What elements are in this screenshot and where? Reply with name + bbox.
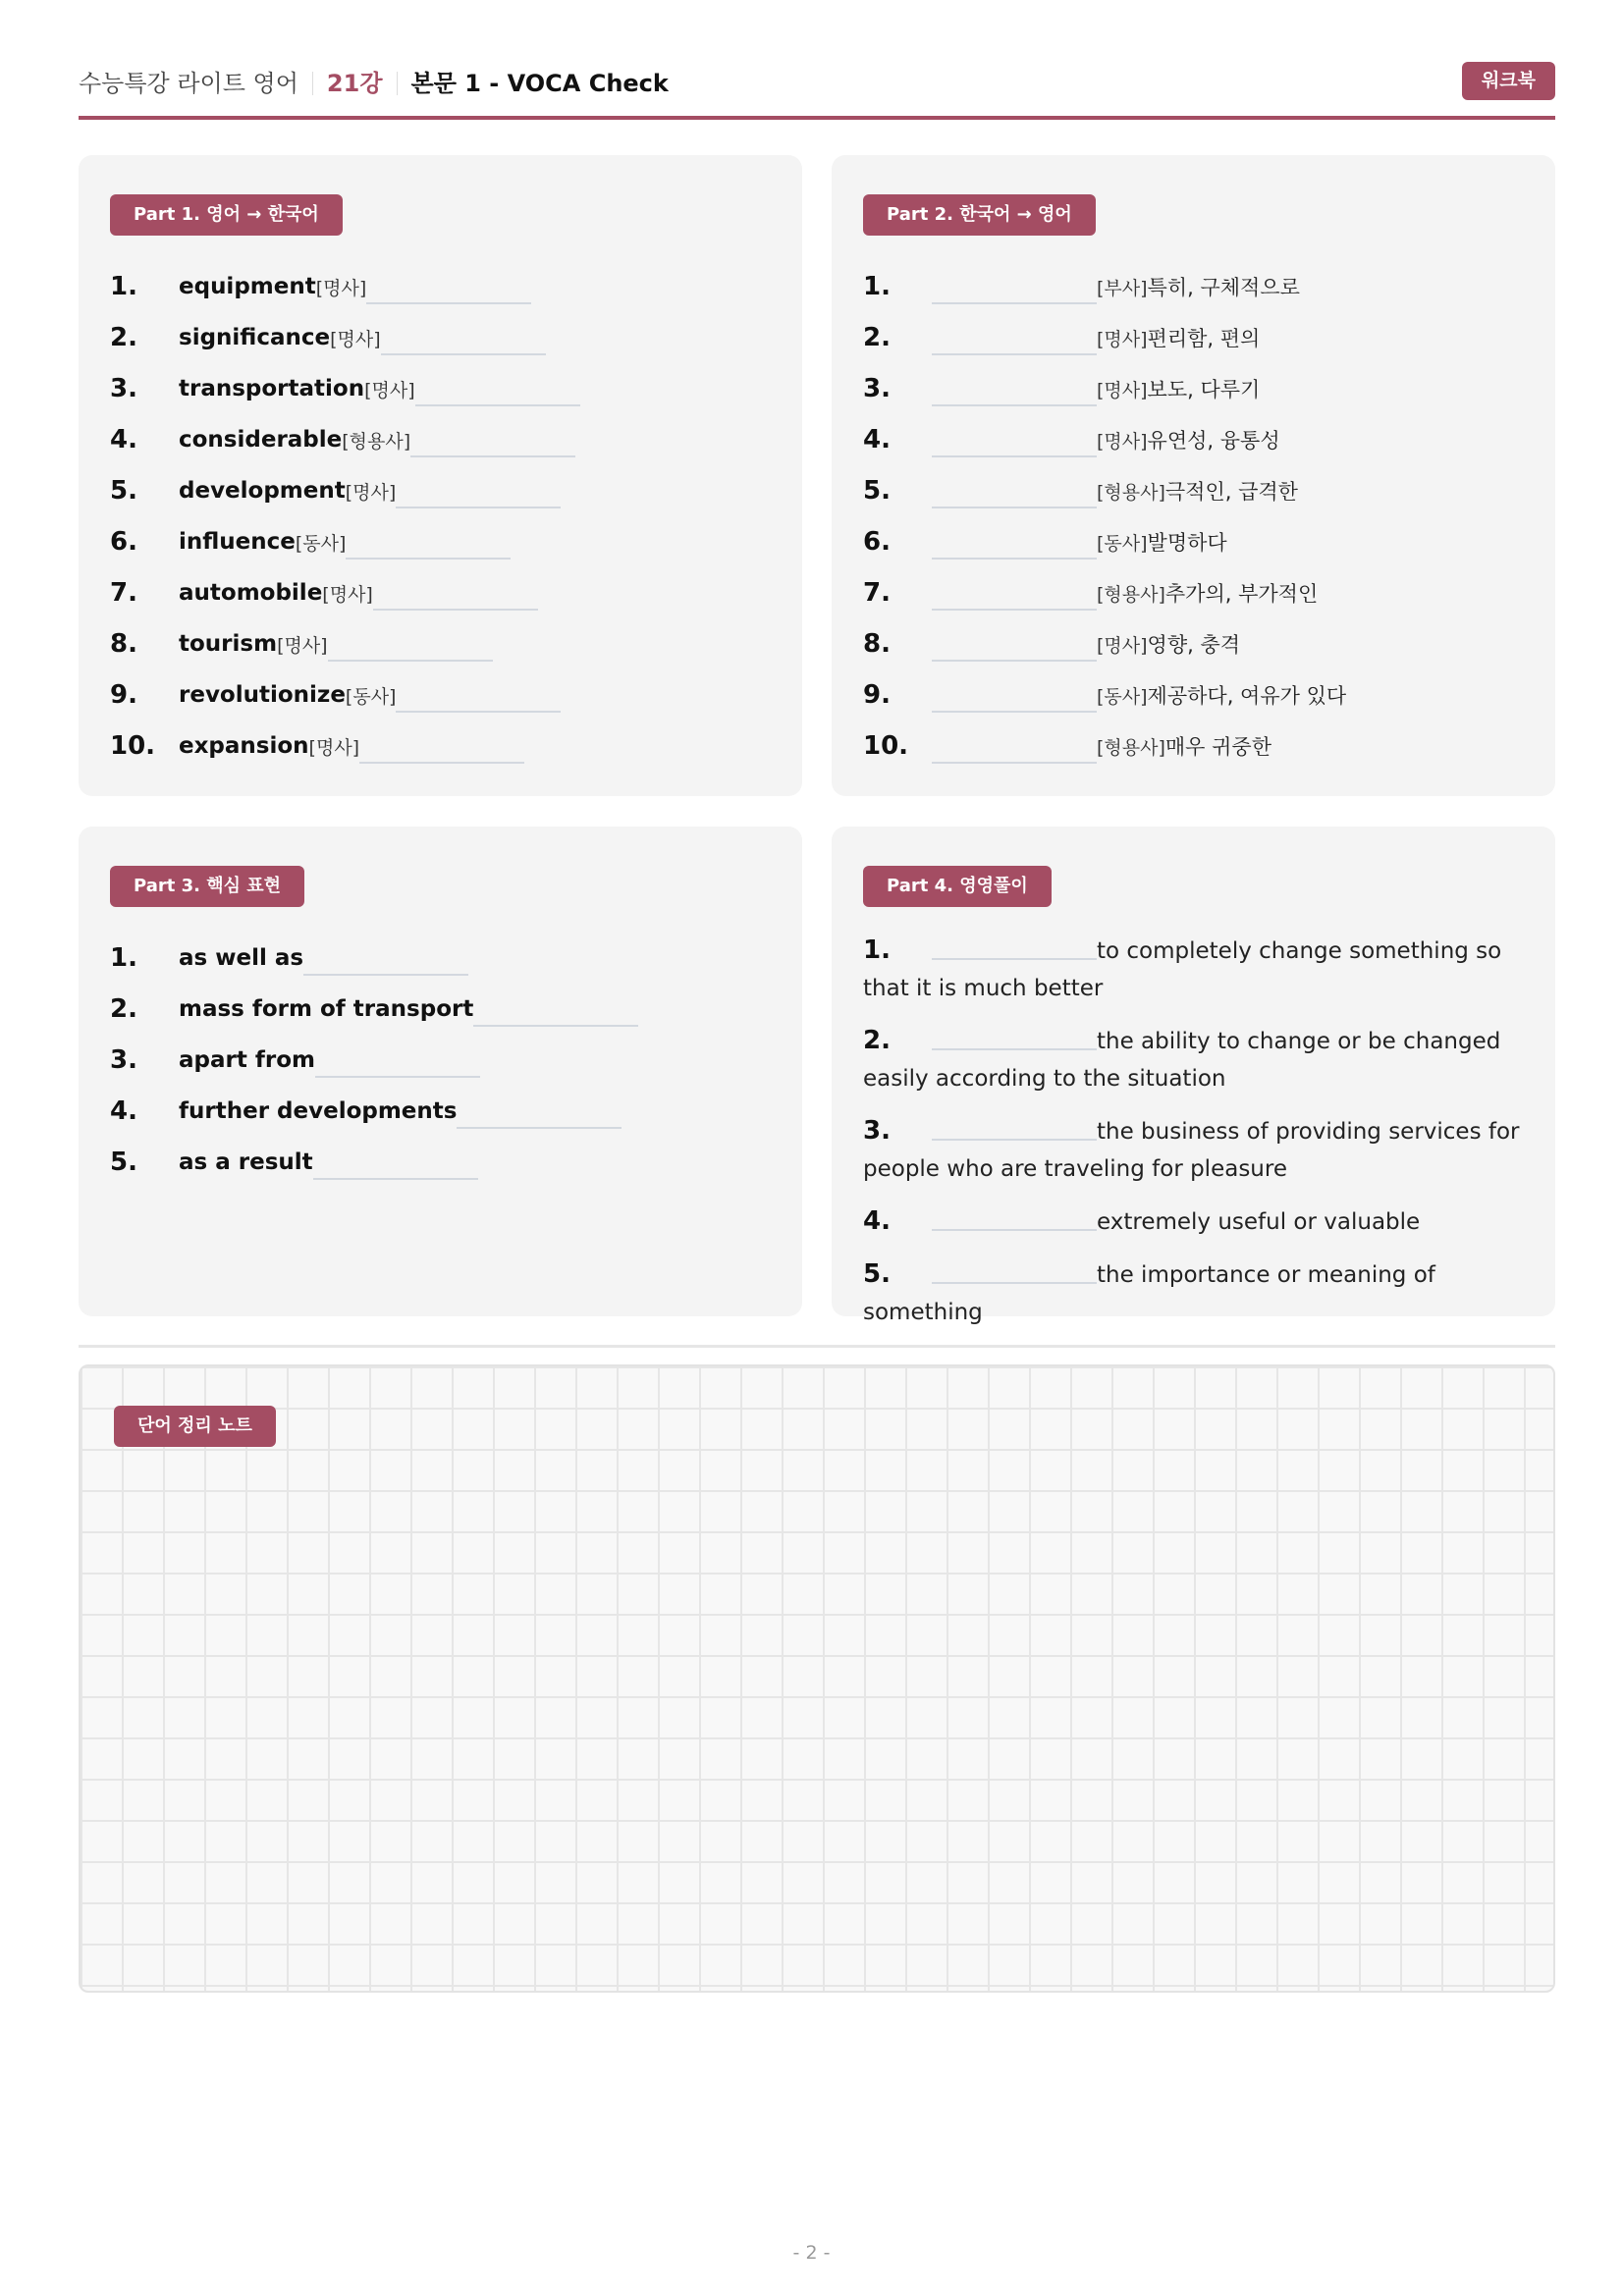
list-item (863, 618, 1526, 669)
korean-meaning: 편리함, 편의 (1147, 327, 1261, 350)
list-item (863, 1109, 1526, 1188)
item-number: 1. (863, 272, 891, 301)
answer-blank[interactable] (410, 426, 575, 457)
answer-blank[interactable] (359, 732, 524, 764)
page-number: - 2 - (792, 2242, 831, 2264)
korean-meaning: 특히, 구체적으로 (1147, 276, 1300, 299)
item-number: 4. (863, 425, 891, 454)
lesson-number: 21강 (326, 70, 383, 97)
vocab-word: transportation (179, 376, 365, 401)
page-header (79, 59, 1555, 120)
item-number: 3. (863, 374, 891, 403)
list-item (863, 516, 1526, 567)
list-item (110, 721, 773, 772)
list-item (110, 465, 773, 516)
korean-meaning: 극적인, 급격한 (1164, 480, 1298, 504)
answer-blank[interactable] (415, 375, 580, 406)
list-item (110, 516, 773, 567)
vocab-notes-grid[interactable] (79, 1364, 1555, 1993)
item-number: 2. (863, 323, 891, 352)
answer-blank[interactable] (932, 528, 1097, 560)
list-item (110, 984, 773, 1035)
item-number: 7. (110, 578, 137, 608)
part2-list (863, 261, 1526, 772)
answer-blank[interactable] (303, 944, 468, 976)
part-of-speech: [명사] (1097, 379, 1148, 401)
list-item (110, 618, 773, 669)
list-item (863, 261, 1526, 312)
english-definition: the importance or meaning of something (863, 1262, 1435, 1325)
part-of-speech: [명사] (308, 736, 360, 759)
item-number: 5. (110, 1148, 137, 1177)
part3-list (110, 933, 773, 1188)
vocab-word: considerable (179, 427, 343, 453)
part1-panel (79, 155, 802, 796)
list-item (110, 414, 773, 465)
vocab-word: significance (179, 325, 331, 350)
korean-meaning: 영향, 충격 (1147, 633, 1241, 657)
part3-panel (79, 827, 802, 1316)
list-item (863, 669, 1526, 721)
item-number: 3. (110, 1045, 137, 1075)
item-number: 5. (863, 476, 891, 506)
part-of-speech: [동사] (345, 685, 397, 708)
vocab-word: automobile (179, 580, 323, 606)
key-phrase: mass form of transport (179, 996, 474, 1022)
answer-blank[interactable] (932, 426, 1097, 457)
notes-label: 단어 정리 노트 (114, 1406, 276, 1447)
part-of-speech: [명사] (277, 634, 328, 657)
item-number: 9. (110, 680, 137, 710)
answer-blank[interactable] (396, 681, 561, 713)
list-item (110, 1035, 773, 1086)
english-definition: to completely change something so that it is much better (863, 938, 1502, 1001)
key-phrase: as well as (179, 945, 304, 971)
answer-blank[interactable] (932, 1109, 1097, 1141)
answer-blank[interactable] (932, 1019, 1097, 1050)
breadcrumb-divider (312, 72, 313, 95)
part4-panel (832, 827, 1555, 1325)
breadcrumb-divider (397, 72, 398, 95)
answer-blank[interactable] (932, 630, 1097, 662)
item-number: 2. (110, 323, 137, 352)
item-number: 6. (863, 527, 891, 557)
part-of-speech: [명사] (345, 481, 397, 504)
workbook-badge: 워크북 (1462, 62, 1555, 100)
page-title: 본문 1 - VOCA Check (410, 70, 669, 97)
item-number: 4. (110, 1096, 137, 1126)
part1-label: Part 1. 영어 → 한국어 (110, 194, 343, 236)
item-number: 1. (863, 935, 891, 965)
vocab-word: development (179, 478, 346, 504)
part-of-speech: [명사] (315, 277, 367, 299)
part-of-speech: [형용사] (1097, 583, 1165, 606)
list-item (110, 1086, 773, 1137)
korean-meaning: 제공하다, 여유가 있다 (1147, 684, 1347, 708)
vocab-word: equipment (179, 274, 316, 299)
english-definition: the business of providing services for people who are traveling for pleasure (863, 1119, 1520, 1182)
answer-blank[interactable] (932, 1253, 1097, 1284)
key-phrase: apart from (179, 1047, 315, 1073)
key-phrase: further developments (179, 1098, 458, 1124)
part-of-speech: [명사] (330, 328, 381, 350)
korean-meaning: 발명하다 (1147, 531, 1227, 555)
korean-meaning: 매우 귀중한 (1164, 735, 1271, 759)
vocab-word: revolutionize (179, 682, 346, 708)
list-item (863, 1200, 1526, 1241)
list-item (110, 261, 773, 312)
item-number: 9. (863, 680, 891, 710)
list-item (863, 567, 1526, 618)
answer-blank[interactable] (932, 1200, 1097, 1231)
section-divider (79, 1345, 1555, 1348)
item-number: 10. (110, 731, 156, 761)
answer-blank[interactable] (457, 1097, 622, 1129)
part-of-speech: [형용사] (1097, 481, 1165, 504)
answer-blank[interactable] (328, 630, 493, 662)
answer-blank[interactable] (346, 528, 511, 560)
part-of-speech: [동사] (1097, 532, 1148, 555)
part-of-speech: [형용사] (1097, 736, 1165, 759)
item-number: 7. (863, 578, 891, 608)
part-of-speech: [명사] (364, 379, 415, 401)
list-item (110, 567, 773, 618)
part-of-speech: [동사] (1097, 685, 1148, 708)
answer-blank[interactable] (932, 681, 1097, 713)
answer-blank[interactable] (932, 929, 1097, 960)
breadcrumb (79, 67, 669, 100)
list-item (110, 933, 773, 984)
answer-blank[interactable] (381, 324, 546, 355)
list-item (863, 1253, 1526, 1331)
part-of-speech: [명사] (1097, 328, 1148, 350)
list-item (110, 669, 773, 721)
list-item (863, 465, 1526, 516)
part-of-speech: [형용사] (342, 430, 411, 453)
answer-blank[interactable] (932, 732, 1097, 764)
item-number: 8. (110, 629, 137, 659)
list-item (863, 363, 1526, 414)
item-number: 2. (863, 1026, 891, 1055)
item-number: 3. (863, 1116, 891, 1146)
answer-blank[interactable] (932, 324, 1097, 355)
vocab-word: tourism (179, 631, 278, 657)
item-number: 10. (863, 731, 909, 761)
list-item (863, 1019, 1526, 1097)
english-definition: the ability to change or be changed easily according to the situation (863, 1029, 1501, 1092)
english-definition: extremely useful or valuable (1097, 1209, 1421, 1235)
part1-list (110, 261, 773, 772)
key-phrase: as a result (179, 1149, 313, 1175)
list-item (110, 312, 773, 363)
item-number: 1. (110, 943, 137, 973)
answer-blank[interactable] (315, 1046, 480, 1078)
answer-blank[interactable] (932, 477, 1097, 508)
list-item (110, 1137, 773, 1188)
item-number: 4. (110, 425, 137, 454)
item-number: 2. (110, 994, 137, 1024)
part-of-speech: [명사] (322, 583, 373, 606)
vocab-word: expansion (179, 733, 309, 759)
answer-blank[interactable] (373, 579, 538, 611)
item-number: 5. (110, 476, 137, 506)
part-of-speech: [동사] (295, 532, 347, 555)
part-of-speech: [명사] (1097, 430, 1148, 453)
part4-label: Part 4. 영영풀이 (863, 866, 1052, 907)
list-item (863, 414, 1526, 465)
item-number: 3. (110, 374, 137, 403)
item-number: 1. (110, 272, 137, 301)
list-item (863, 312, 1526, 363)
answer-blank[interactable] (932, 273, 1097, 304)
answer-blank[interactable] (932, 579, 1097, 611)
korean-meaning: 보도, 다루기 (1147, 378, 1261, 401)
part3-label: Part 3. 핵심 표현 (110, 866, 304, 907)
answer-blank[interactable] (473, 995, 638, 1027)
vocab-word: influence (179, 529, 296, 555)
item-number: 8. (863, 629, 891, 659)
korean-meaning: 추가의, 부가적인 (1164, 582, 1319, 606)
korean-meaning: 유연성, 융통성 (1147, 429, 1280, 453)
series-title: 수능특강 라이트 영어 (79, 70, 298, 97)
list-item (863, 721, 1526, 772)
part2-panel (832, 155, 1555, 796)
part2-label: Part 2. 한국어 → 영어 (863, 194, 1096, 236)
item-number: 5. (863, 1259, 891, 1289)
list-item (110, 363, 773, 414)
item-number: 6. (110, 527, 137, 557)
list-item (863, 929, 1526, 1007)
part-of-speech: [명사] (1097, 634, 1148, 657)
answer-blank[interactable] (932, 375, 1097, 406)
answer-blank[interactable] (366, 273, 531, 304)
item-number: 4. (863, 1206, 891, 1236)
answer-blank[interactable] (396, 477, 561, 508)
part-of-speech: [부사] (1097, 277, 1148, 299)
part4-list (863, 929, 1526, 1343)
answer-blank[interactable] (313, 1148, 478, 1180)
